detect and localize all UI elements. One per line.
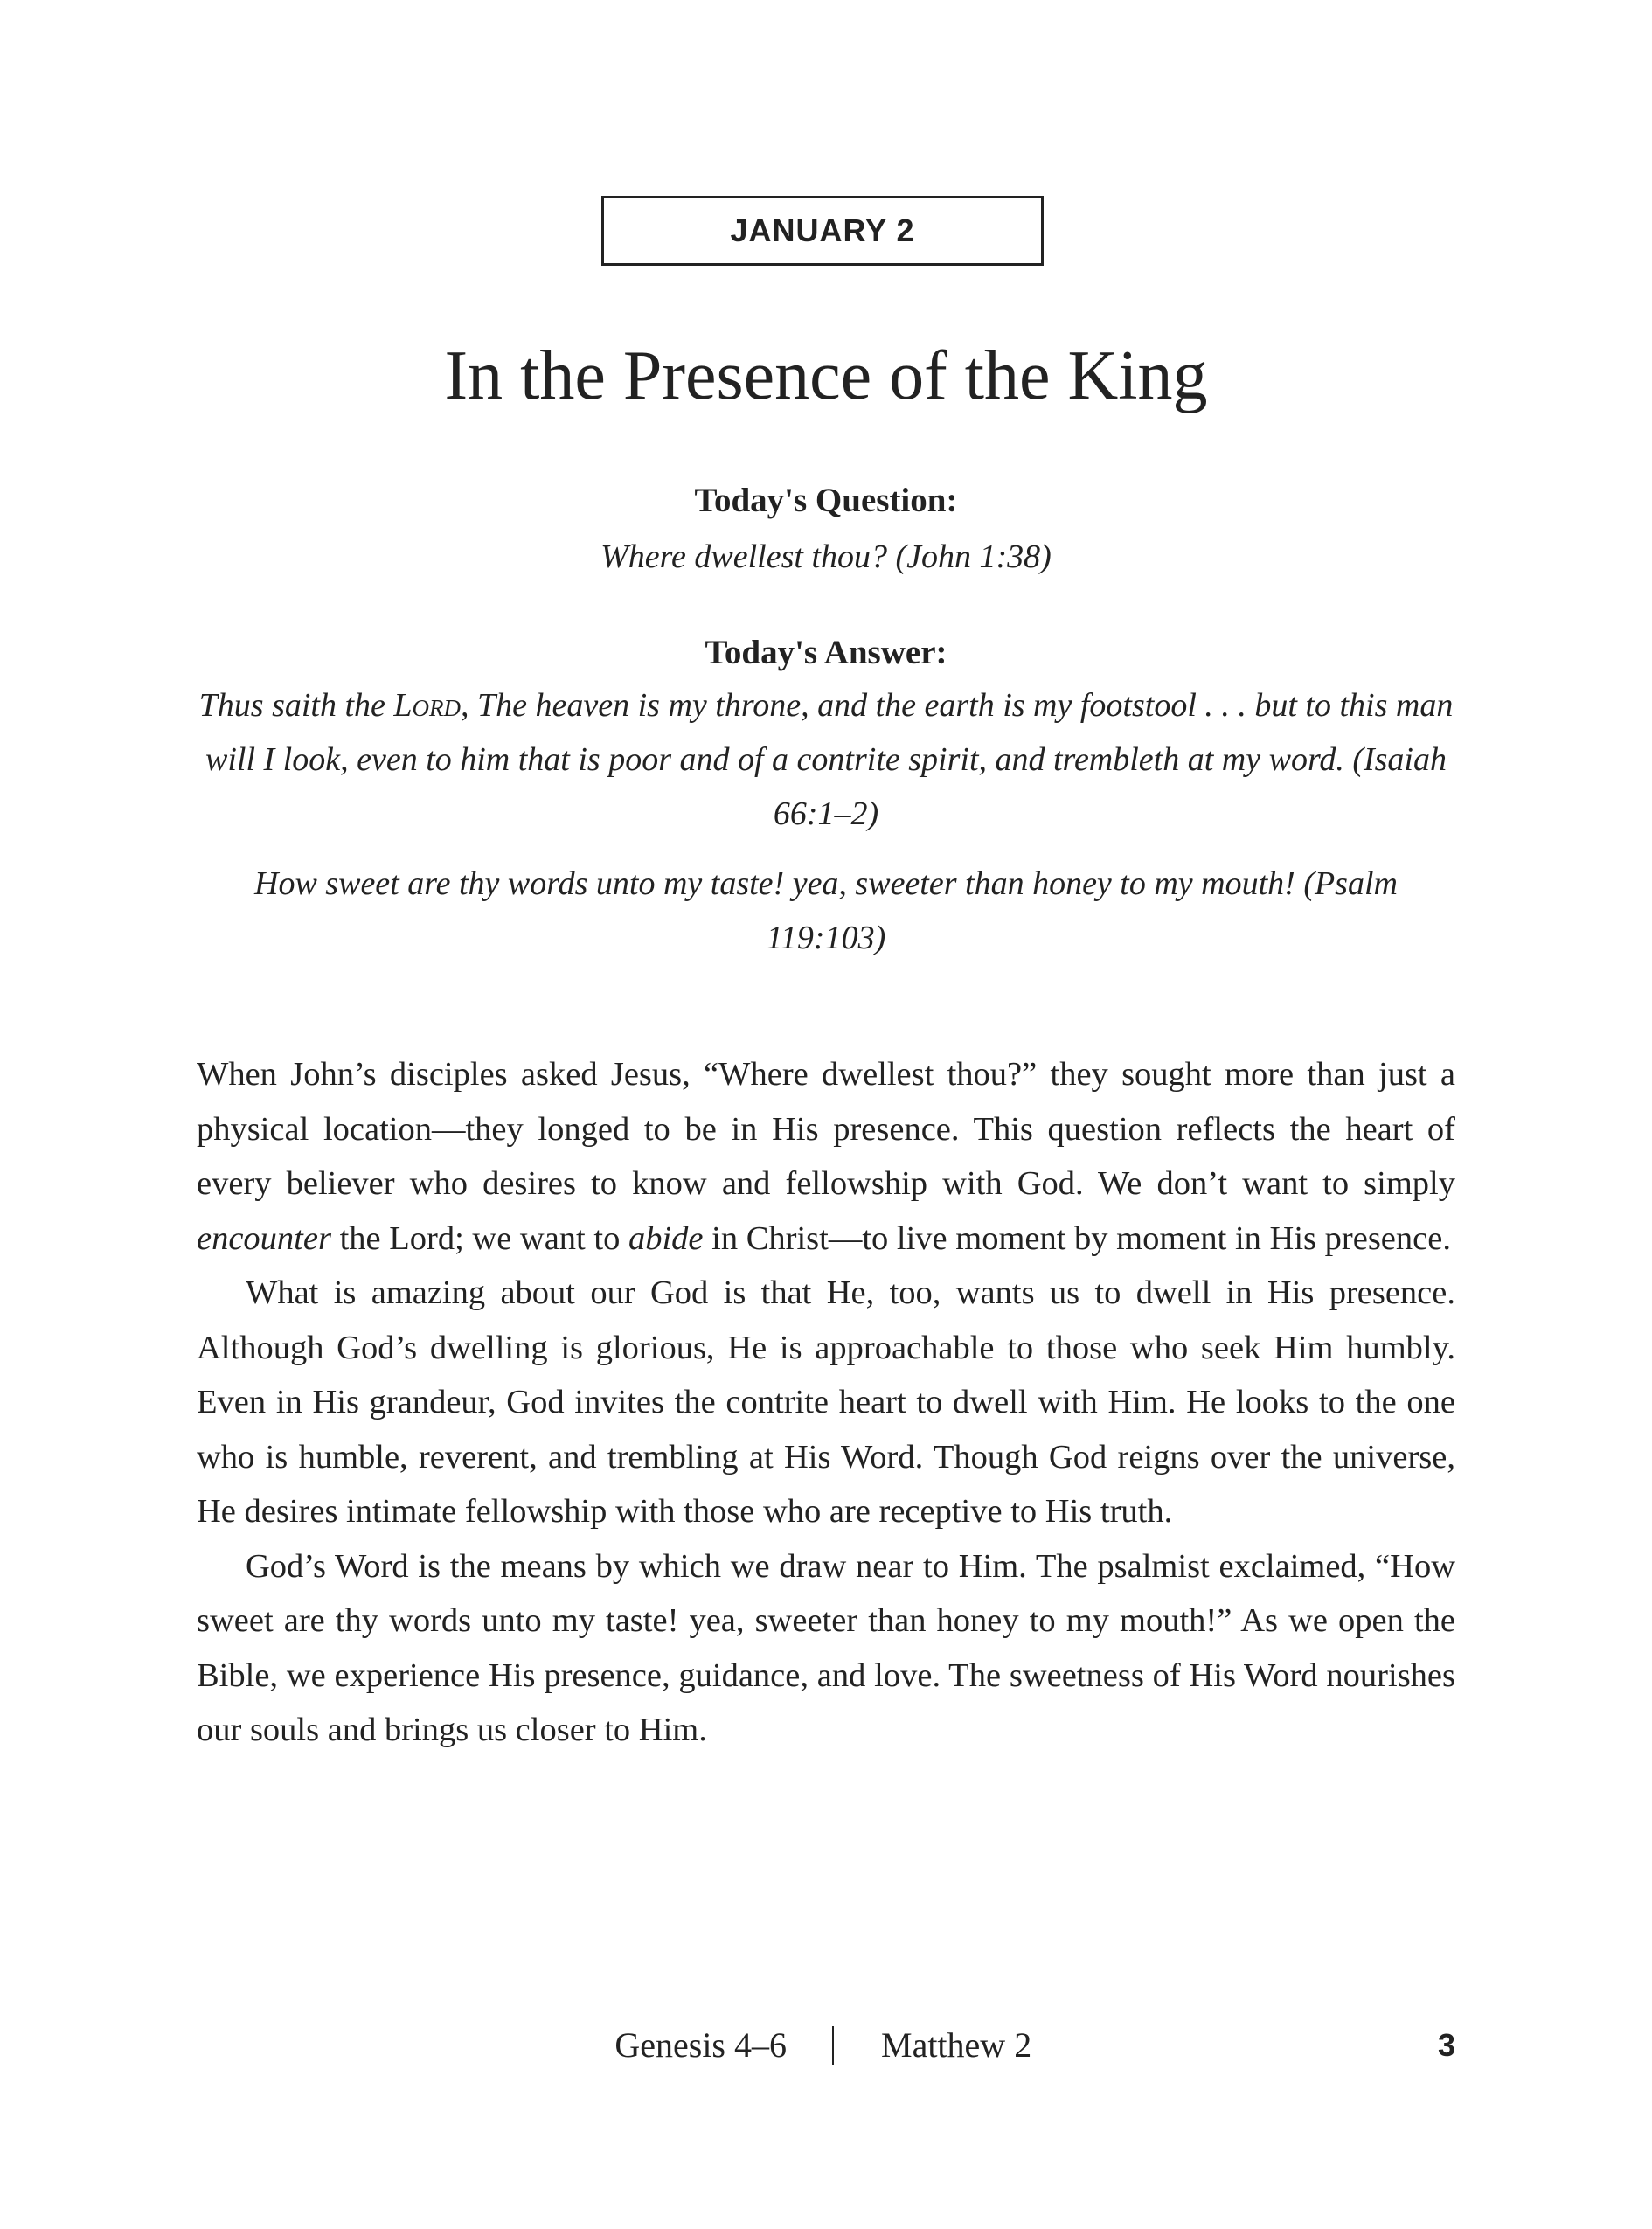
footer-reading-old-testament: Genesis 4–6	[614, 2025, 787, 2065]
page-footer	[0, 2019, 1652, 2072]
date-label: JANUARY 2	[730, 212, 915, 248]
answer-verse-isaiah-part1: Thus saith the	[198, 687, 394, 724]
question-verse: Where dwellest thou? (John 1:38)	[600, 538, 1052, 575]
answer-verse-isaiah-part2: , The heaven is my throne, and the earth is my footstool . . . but to this man will I look, even to him that is poor and of a contrite spirit, and trembleth at my word. (Isaiah 66:1–2)	[205, 687, 1454, 832]
body-p1-emphasis-abide: abide	[628, 1219, 704, 1257]
footer-reading-new-testament: Matthew 2	[881, 2025, 1032, 2065]
page-number: 3	[1437, 2027, 1455, 2063]
answer-verse-isaiah-lord: Lord	[393, 687, 462, 724]
body-p1-text-a: When John’s disciples asked Jesus, “Where dwellest thou?” they sought more than just a physical location—they longed to be in His presence. This question reflects the heart of every believer who desires to know and fellowship with God. We don’t want to simply	[197, 1056, 1455, 1202]
body-p1-emphasis-encounter: encounter	[197, 1219, 331, 1257]
body-paragraph-1	[197, 1047, 1455, 1266]
body-paragraph-2: What is amazing about our God is that He, too, wants us to dwell in His presence. Although God’s dwelling is glorious, He is approachable to those who seek Him humbly. Even in His grandeur, God invites the contrite heart to dwell with Him. He looks to the one who is humble, reverent, and trembling at His Word. Though God reigns over the universe, He desires intimate fellowship with those who are receptive to His truth.	[197, 1274, 1455, 1530]
footer-separator	[832, 2026, 834, 2065]
page-title: In the Presence of the King	[444, 337, 1208, 414]
question-section	[197, 479, 1455, 584]
answer-verse-psalm: How sweet are thy words unto my taste! yea, sweeter than honey to my mouth! (Psalm 119:103)	[254, 865, 1398, 956]
question-heading: Today's Question:	[694, 482, 958, 519]
body-p1-text-b: the Lord; we want to	[330, 1219, 628, 1257]
devotional-body	[197, 1047, 1455, 1758]
date-label-box	[601, 196, 1044, 266]
body-paragraph-3: God’s Word is the means by which we draw near to Him. The psalmist exclaimed, “How sweet are thy words unto my taste! yea, sweeter than honey to my mouth!” As we open the Bible, we experience His presence, guidance, and love. The sweetness of His Word nourishes our souls and brings us closer to Him.	[197, 1547, 1455, 1748]
answer-verse-isaiah	[197, 678, 1455, 841]
answer-heading: Today's Answer:	[705, 634, 947, 671]
answer-section	[197, 631, 1455, 965]
body-p1-text-c: in Christ—to live moment by moment in His presence.	[703, 1219, 1451, 1257]
